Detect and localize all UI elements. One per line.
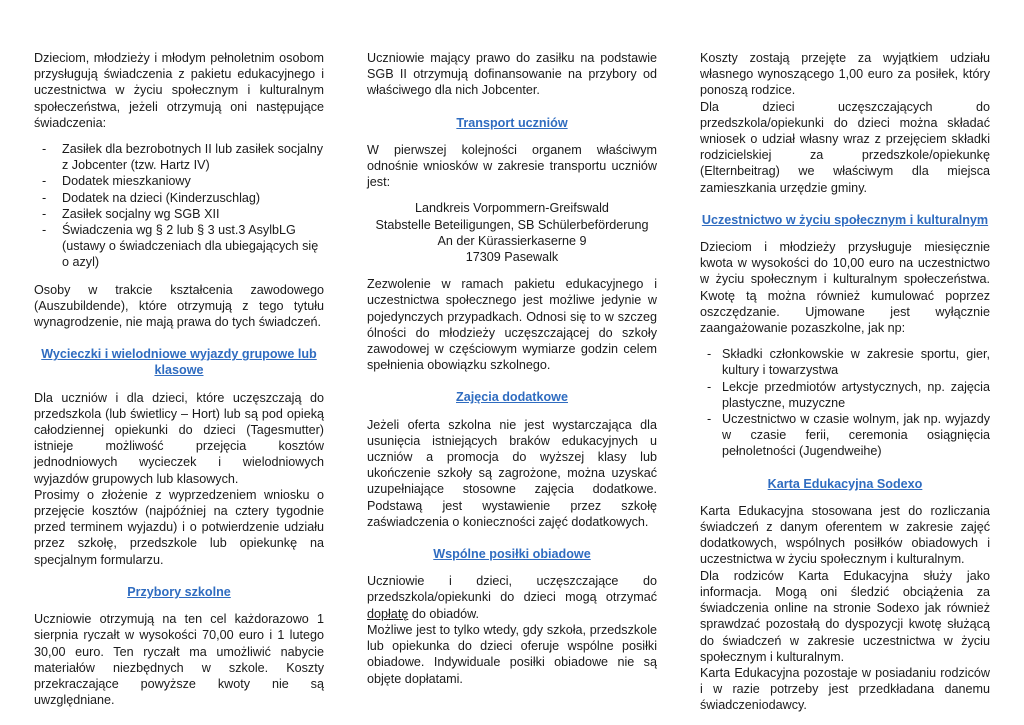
address-block [367, 200, 657, 265]
extra-classes-heading: Zajęcia dodatkowe [456, 390, 568, 405]
sgb-paragraph: Uczniowie mający prawo do zasiłku na podstawie SGB II otrzymują dofinansowanie na przybory od właściwego dla nich Jobcenter. [367, 51, 657, 98]
transport-permission-paragraph: Zezwolenie w ramach pakietu edukacyjnego i uczestnictwa społecznego jest możliwe jedynie w pojedynczych przypadkach. Odnosi się to w szczeg ólności do młodzieży uczęszczającej do szkoły zawodowej w częściowym wymiarze godzin celem spełnienia obowiązku szkolnego. [367, 277, 657, 373]
lunch-paragraph [367, 573, 657, 622]
trainees-paragraph: Osoby w trakcie kształcenia zawodowego (Auszubildende), które otrzymują z tego tytułu wynagrodzenie, nie mają prawa do tych świadczeń. [34, 282, 324, 330]
trips-paragraph: Dla uczniów i dla dzieci, które uczęszczają do przedszkola (lub świetlicy – Hort) lub są pod opieką całodziennej opiekunki do dzieci (Tagesmutter) istnieje możliwość przejęcia kosztów jednodniowych wycieczek i wielodniowych wyjazdów grupowych lub klasowych. [34, 390, 324, 486]
list-item: - Uczestnictwo w czasie wolnym, jak np. wyjazdy w czasie ferii, ceremonia osiągnięcia pełnoletności (Jugendweihe) [700, 411, 990, 460]
lunch-heading: Wspólne posiłki obiadowe [433, 547, 591, 562]
trips-heading: Wycieczki i wielodniowe wyjazdy grupowe lub klasowe [41, 347, 317, 378]
list-item: - Składki członkowskie w zakresie sportu, gier, kultury i towarzystwa [700, 346, 990, 378]
lunch-condition-paragraph: Możliwe jest to tylko wtedy, gdy szkoła, przedszkole lub opiekunka do dzieci oferuje wspólne posiłki obiadowe. Indywiduale posiłki obiadowe nie są objęte dopłatami. [367, 622, 657, 686]
lunch-text-end: do obiadów. [408, 606, 480, 621]
transport-intro-paragraph: W pierwszej kolejności organem właściwym odnośnie wniosków w zakresie transportu uczniów jest: [367, 142, 657, 190]
list-item: - Zasiłek socjalny wg SGB XII [34, 206, 324, 222]
list-item: - Świadczenia wg § 2 lub § 3 ust.3 AsylbLG (ustawy o świadczeniach dla ubiegających się o azyl) [34, 222, 324, 271]
column-middle [367, 50, 657, 687]
activities-list [700, 346, 990, 459]
list-item: - Dodatek na dzieci (Kinderzuschlag) [34, 190, 324, 206]
social-participation-heading: Uczestnictwo w życiu społecznym i kulturalnym [701, 212, 989, 227]
address-line: An der Kürassierkaserne 9 [437, 233, 587, 248]
column-left [34, 50, 324, 708]
card-possession-paragraph: Karta Edukacyjna pozostaje w posiadaniu rodziców i w razie potrzeby jest przedkładana danemu świadczeniodawcy. [700, 665, 990, 713]
transport-heading: Transport uczniów [456, 115, 568, 130]
card-parents-paragraph: Dla rodziców Karta Edukacyjna służy jako informacja. Mogą oni śledzić obciążenia za świadczenia online na stronie Sodexo jak również sprawdzać pozostałą do dyspozycji kwotę służącą do świadczeń w zakresie uczestnictwa w życiu społecznym i kulturalnym. [700, 568, 990, 664]
list-item: - Zasiłek dla bezrobotnych II lub zasiłek socjalny z Jobcenter (tzw. Hartz IV) [34, 141, 324, 173]
lunch-text-start: Uczniowie i dzieci, uczęszczające do przedszkola/opiekunki do dzieci mogą otrzymać [367, 574, 657, 605]
address-line: Landkreis Vorpommern-Greifswald [415, 201, 609, 216]
list-item: - Lekcje przedmiotów artystycznych, np. zajęcia plastyczne, muzyczne [700, 379, 990, 411]
supplies-heading: Przybory szkolne [127, 584, 231, 599]
address-line: Stabstelle Beteiligungen, SB Schülerbeförderung [375, 217, 649, 232]
benefits-list [34, 141, 324, 271]
supplies-paragraph: Uczniowie otrzymują na ten cel każdorazowo 1 sierpnia ryczałt w wysokości 70,00 euro i 1 lutego 30,00 euro. Ten ryczałt ma umożliwić nabycie materiałów niezbędnych w szkole. Koszty przekraczające powyższe kwoty nie są uwzględniane. [34, 612, 324, 708]
sodexo-card-heading: Karta Edukacyjna Sodexo [767, 476, 923, 491]
card-usage-paragraph: Karta Edukacyjna stosowana jest do rozliczania świadczeń z danym oferentem w zakresie zajęć dodatkowych, wspólnych posiłków obiadowych i uczestnictwa w życiu społecznym i kulturalnym. [700, 503, 990, 567]
address-line: 17309 Pasewalk [465, 250, 559, 265]
social-participation-paragraph: Dzieciom i młodzieży przysługuje miesięcznie kwota w wysokości do 10,00 euro na uczestnictwo w życiu społecznym i kulturalnym społeczeństwa. Kwotę tą można również kumulować poprzez oszczędzanie. Ujmowane jest wyłącznie zaangażowanie pozaszkolne, jak np: [700, 240, 990, 336]
costs-paragraph: Koszty zostają przejęte za wyjątkiem udziału własnego wynoszącego 1,00 euro za posiłek, który ponoszą rodzice. [700, 51, 990, 98]
kindergarten-paragraph: Dla dzieci uczęszczających do przedszkola/opiekunki do dzieci można składać wniosek o udział własny wraz z przejęciem składki rodzicielskiej za przedszkole/opiekunkę (Elternbeitrag) we właściwym dla miejsca zamieszkania urzędzie gminy. [700, 99, 990, 195]
column-right [700, 50, 990, 714]
list-item: - Dodatek mieszkaniowy [34, 173, 324, 189]
subsidy-underlined: dopłatę [367, 606, 409, 621]
intro-paragraph: Dzieciom, młodzieży i młodym pełnoletnim osobom przysługują świadczenia z pakietu edukacyjnego i uczestnictwa w życiu społecznym i kulturalnym społeczeństwa, jeżeli otrzymują oni następujące świadczenia: [34, 51, 324, 130]
trips-application-paragraph: Prosimy o złożenie z wyprzedzeniem wniosku o przejęcie kosztów (najpóźniej na cztery tygodnie przed terminem wyjazdu) i o potwierdzenie udziału przez szkołę, przedszkole lub opiekunkę na specjalnym formularzu. [34, 487, 324, 567]
extra-classes-paragraph: Jeżeli oferta szkolna nie jest wystarczająca dla usunięcia istniejących braków edukacyjnych u uczniów a promocja do wyższej klasy lub ukończenie szkoły są zagrożone, można uzyskać uzupełniające stosowne zajęcia dodatkowe. Podstawą jest wystawienie przez szkołę zaświadczenia o konieczności zajęć dodatkowych. [367, 417, 657, 529]
